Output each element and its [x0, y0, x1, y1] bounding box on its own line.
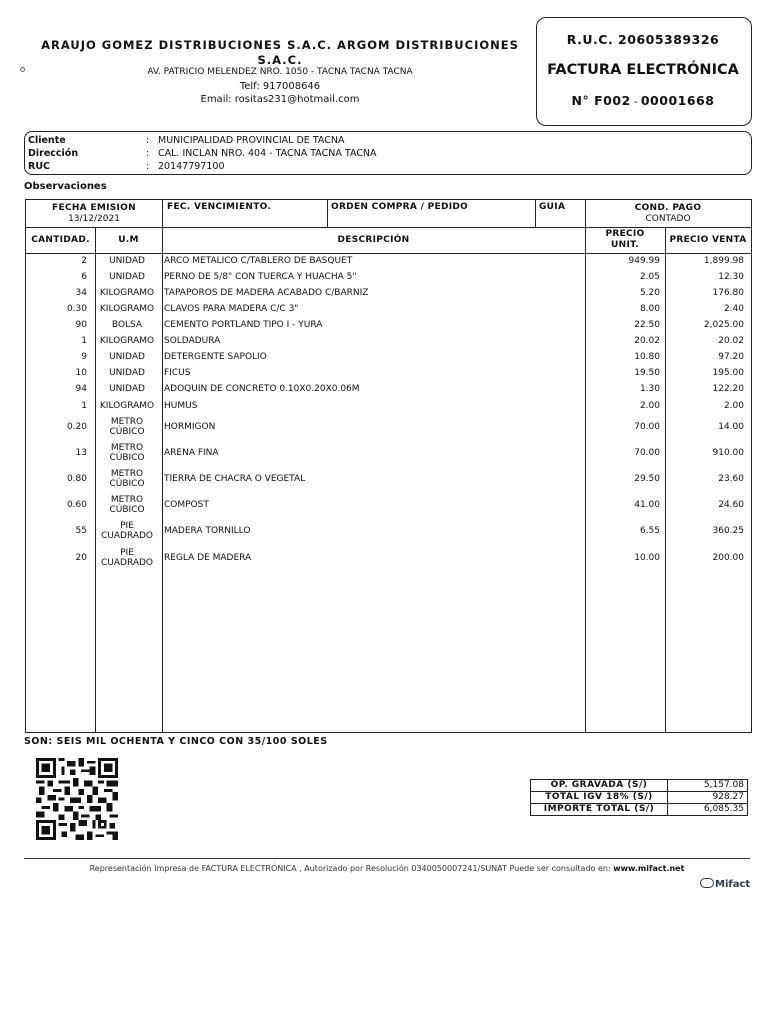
amount-in-words: SON: SEIS MIL OCHENTA Y CINCO CON 35/100 SOLES — [24, 736, 328, 747]
item-qty: 1 — [81, 401, 87, 411]
document-number-dash: - — [633, 97, 638, 108]
item-qty: 0.20 — [66, 422, 87, 432]
colon: : — [146, 148, 150, 159]
item-sale-price: 2.00 — [723, 401, 744, 411]
company-email: Email: rositas231@hotmail.com — [200, 94, 360, 105]
item-qty: 0.60 — [66, 500, 87, 510]
item-desc: CEMENTO PORTLAND TIPO I - YURA — [164, 320, 323, 330]
item-um-line-1: METRO — [110, 469, 144, 479]
footer-text: Representación Impresa de FACTURA ELECTRÓNICA , Autorizado por Resolución 0340050007241/SUNAT Puede ser consultado en: — [89, 864, 614, 873]
item-um — [95, 495, 159, 515]
col-precio-venta: PRECIO VENTA — [669, 235, 747, 245]
item-sale-price: 360.25 — [712, 526, 744, 536]
total-label: TOTAL IGV 18% (S/) — [531, 792, 668, 804]
total-label: IMPORTE TOTAL (S/) — [531, 804, 668, 816]
bullet-icon — [20, 67, 25, 72]
client-ruc: 20147797100 — [158, 161, 225, 172]
item-qty: 6 — [81, 272, 87, 282]
grid-line — [327, 200, 328, 227]
item-unit-price: 5.20 — [639, 288, 660, 298]
item-desc: SOLDADURA — [164, 336, 221, 346]
item-um: KILOGRAMO — [99, 304, 155, 314]
colon: : — [146, 161, 150, 172]
item-sale-price: 12.30 — [718, 272, 744, 282]
item-sale-price: 23.60 — [718, 474, 744, 484]
total-value: 5,157.08 — [668, 780, 748, 792]
item-um-line-1: METRO — [110, 495, 144, 505]
col-precio-unit-2: UNIT. — [611, 240, 639, 250]
item-qty: 10 — [75, 368, 87, 378]
item-um-line-2: CÚBICO — [109, 427, 145, 437]
item-sale-price: 20.02 — [718, 336, 744, 346]
item-um — [95, 443, 159, 463]
item-um-line-2: CÚBICO — [109, 479, 145, 489]
grid-line — [26, 227, 751, 228]
totals-row — [531, 780, 748, 792]
company-name: ARAUJO GOMEZ DISTRIBUCIONES S.A.C. ARGOM DISTRIBUCIONES S.A.C. — [41, 38, 519, 67]
fecha-emision-label: FECHA EMISION — [52, 203, 136, 213]
company-address: AV. PATRICIO MELENDEZ NRO. 1050 - TACNA TACNA TACNA — [147, 67, 413, 77]
item-qty: 13 — [75, 448, 87, 458]
item-um: KILOGRAMO — [99, 401, 155, 411]
item-sale-price: 176.80 — [712, 288, 744, 298]
item-qty: 20 — [75, 553, 87, 563]
item-sale-price: 2,025.00 — [703, 320, 744, 330]
item-um: KILOGRAMO — [99, 336, 155, 346]
item-qty: 34 — [75, 288, 87, 298]
item-um-line-2: CUADRADO — [100, 531, 154, 541]
item-unit-price: 19.50 — [634, 368, 660, 378]
item-um-line-2: CUADRADO — [100, 558, 154, 568]
grid-line — [162, 227, 163, 732]
item-sale-price: 910.00 — [712, 448, 744, 458]
client-name-row — [28, 134, 344, 147]
client-address-label: Dirección — [28, 148, 79, 159]
item-unit-price: 41.00 — [634, 500, 660, 510]
grid-line — [26, 253, 751, 254]
item-unit-price: 22.50 — [634, 320, 660, 330]
item-desc: REGLA DE MADERA — [164, 553, 252, 563]
item-um-line-1: METRO — [110, 443, 144, 453]
cond-pago: CONTADO — [645, 214, 691, 224]
grid-line — [665, 227, 666, 732]
item-sale-price: 200.00 — [712, 553, 744, 563]
fecha-emision: 13/12/2021 — [68, 214, 120, 224]
item-um — [95, 521, 159, 541]
item-unit-price: 70.00 — [634, 448, 660, 458]
item-desc: FICUS — [164, 368, 191, 378]
client-address: CAL. INCLAN NRO. 404 - TACNA TACNA TACNA — [158, 148, 377, 159]
total-value: 6,085.35 — [668, 804, 748, 816]
item-unit-price: 949.99 — [628, 256, 660, 266]
item-sale-price: 1,899.98 — [703, 256, 744, 266]
footer-divider — [24, 858, 750, 859]
client-ruc-label: RUC — [28, 161, 51, 172]
item-desc: DETERGENTE SAPOLIO — [164, 352, 267, 362]
mifact-logo-icon — [700, 878, 714, 888]
guia-label: GUIA — [539, 202, 566, 212]
item-sale-price: 24.60 — [718, 500, 744, 510]
item-unit-price: 10.80 — [634, 352, 660, 362]
mifact-logo — [700, 878, 750, 890]
document-number-prefix: N° F002 — [571, 93, 631, 108]
item-um: BOLSA — [111, 320, 143, 330]
item-desc: PERNO DE 5/8" CON TUERCA Y HUACHA 5" — [164, 272, 357, 282]
item-um: UNIDAD — [109, 352, 145, 362]
item-qty: 9 — [81, 352, 87, 362]
item-unit-price: 29.50 — [634, 474, 660, 484]
item-desc: ARENA FINA — [164, 448, 219, 458]
item-desc: ADOQUIN DE CONCRETO 0.10X0.20X0.06M — [164, 384, 360, 394]
item-um — [95, 548, 159, 568]
item-unit-price: 10.00 — [634, 553, 660, 563]
item-um: UNIDAD — [109, 272, 145, 282]
item-um: KILOGRAMO — [99, 288, 155, 298]
item-desc: MADERA TORNILLO — [164, 526, 251, 536]
item-qty: 0.30 — [66, 304, 87, 314]
colon: : — [146, 135, 150, 146]
item-um-line-1: METRO — [110, 417, 144, 427]
item-unit-price: 2.05 — [639, 272, 660, 282]
col-descripcion: DESCRIPCIÓN — [337, 235, 410, 245]
grid-line — [162, 200, 163, 227]
mifact-logo-text: Mifact — [715, 879, 751, 890]
item-um — [95, 469, 159, 489]
item-um-line-2: CÚBICO — [109, 453, 145, 463]
item-unit-price: 2.00 — [639, 401, 660, 411]
item-desc: CLAVOS PARA MADERA C/C 3" — [164, 304, 299, 314]
item-desc: ARCO METALICO C/TABLERO DE BASQUET — [164, 256, 353, 266]
document-type: FACTURA ELECTRÓNICA — [547, 62, 739, 78]
company-phone: Telf: 917008646 — [239, 81, 321, 92]
item-um: UNIDAD — [109, 368, 145, 378]
col-um: U.M — [118, 235, 139, 245]
item-qty: 0.80 — [66, 474, 87, 484]
item-qty: 55 — [75, 526, 87, 536]
item-unit-price: 1.30 — [639, 384, 660, 394]
item-um — [95, 417, 159, 437]
client-name-label: Cliente — [28, 135, 66, 146]
qr-code-icon — [33, 758, 121, 840]
document-number-value: 00001668 — [640, 93, 715, 108]
item-unit-price: 20.02 — [634, 336, 660, 346]
item-qty: 2 — [81, 256, 87, 266]
footer-note — [24, 864, 750, 873]
col-cantidad: CANTIDAD. — [31, 235, 90, 245]
item-sale-price: 97.20 — [718, 352, 744, 362]
total-label: OP. GRAVADA (S/) — [531, 780, 668, 792]
document-number — [536, 93, 750, 108]
cond-pago-label: COND. PAGO — [634, 203, 702, 213]
observations-label: Observaciones — [24, 181, 107, 192]
totals-row — [531, 792, 748, 804]
item-desc: TIERRA DE CHACRA O VEGETAL — [164, 474, 306, 484]
item-desc: COMPOST — [164, 500, 209, 510]
item-sale-price: 14.00 — [718, 422, 744, 432]
client-address-row — [28, 147, 377, 160]
item-unit-price: 8.00 — [639, 304, 660, 314]
client-ruc-row — [28, 160, 225, 173]
item-um-line-2: CÚBICO — [109, 505, 145, 515]
item-sale-price: 2.40 — [723, 304, 744, 314]
item-um: UNIDAD — [109, 256, 145, 266]
orden-compra-label: ORDEN COMPRA / PEDIDO — [331, 202, 469, 212]
item-um-line-1: PIE — [120, 521, 134, 531]
item-unit-price: 70.00 — [634, 422, 660, 432]
footer-url[interactable]: www.mifact.net — [613, 864, 685, 873]
client-name: MUNICIPALIDAD PROVINCIAL DE TACNA — [158, 135, 345, 146]
document-ruc: R.U.C. 20605389326 — [566, 32, 720, 47]
item-sale-price: 122.20 — [712, 384, 744, 394]
item-desc: TAPAPOROS DE MADERA ACABADO C/BARNIZ — [164, 288, 369, 298]
item-desc: HUMUS — [164, 401, 198, 411]
item-sale-price: 195.00 — [712, 368, 744, 378]
col-precio-unit-1: PRECIO — [605, 229, 645, 239]
item-unit-price: 6.55 — [639, 526, 660, 536]
total-value: 928.27 — [668, 792, 748, 804]
grid-line — [535, 200, 536, 227]
totals-table — [530, 779, 748, 816]
item-qty: 90 — [75, 320, 87, 330]
item-qty: 1 — [81, 336, 87, 346]
item-desc: HORMIGON — [164, 422, 216, 432]
item-um-line-1: PIE — [120, 548, 134, 558]
fec-vencimiento-label: FEC. VENCIMIENTO. — [167, 202, 272, 212]
totals-row — [531, 804, 748, 816]
item-um: UNIDAD — [109, 384, 145, 394]
item-qty: 94 — [75, 384, 87, 394]
